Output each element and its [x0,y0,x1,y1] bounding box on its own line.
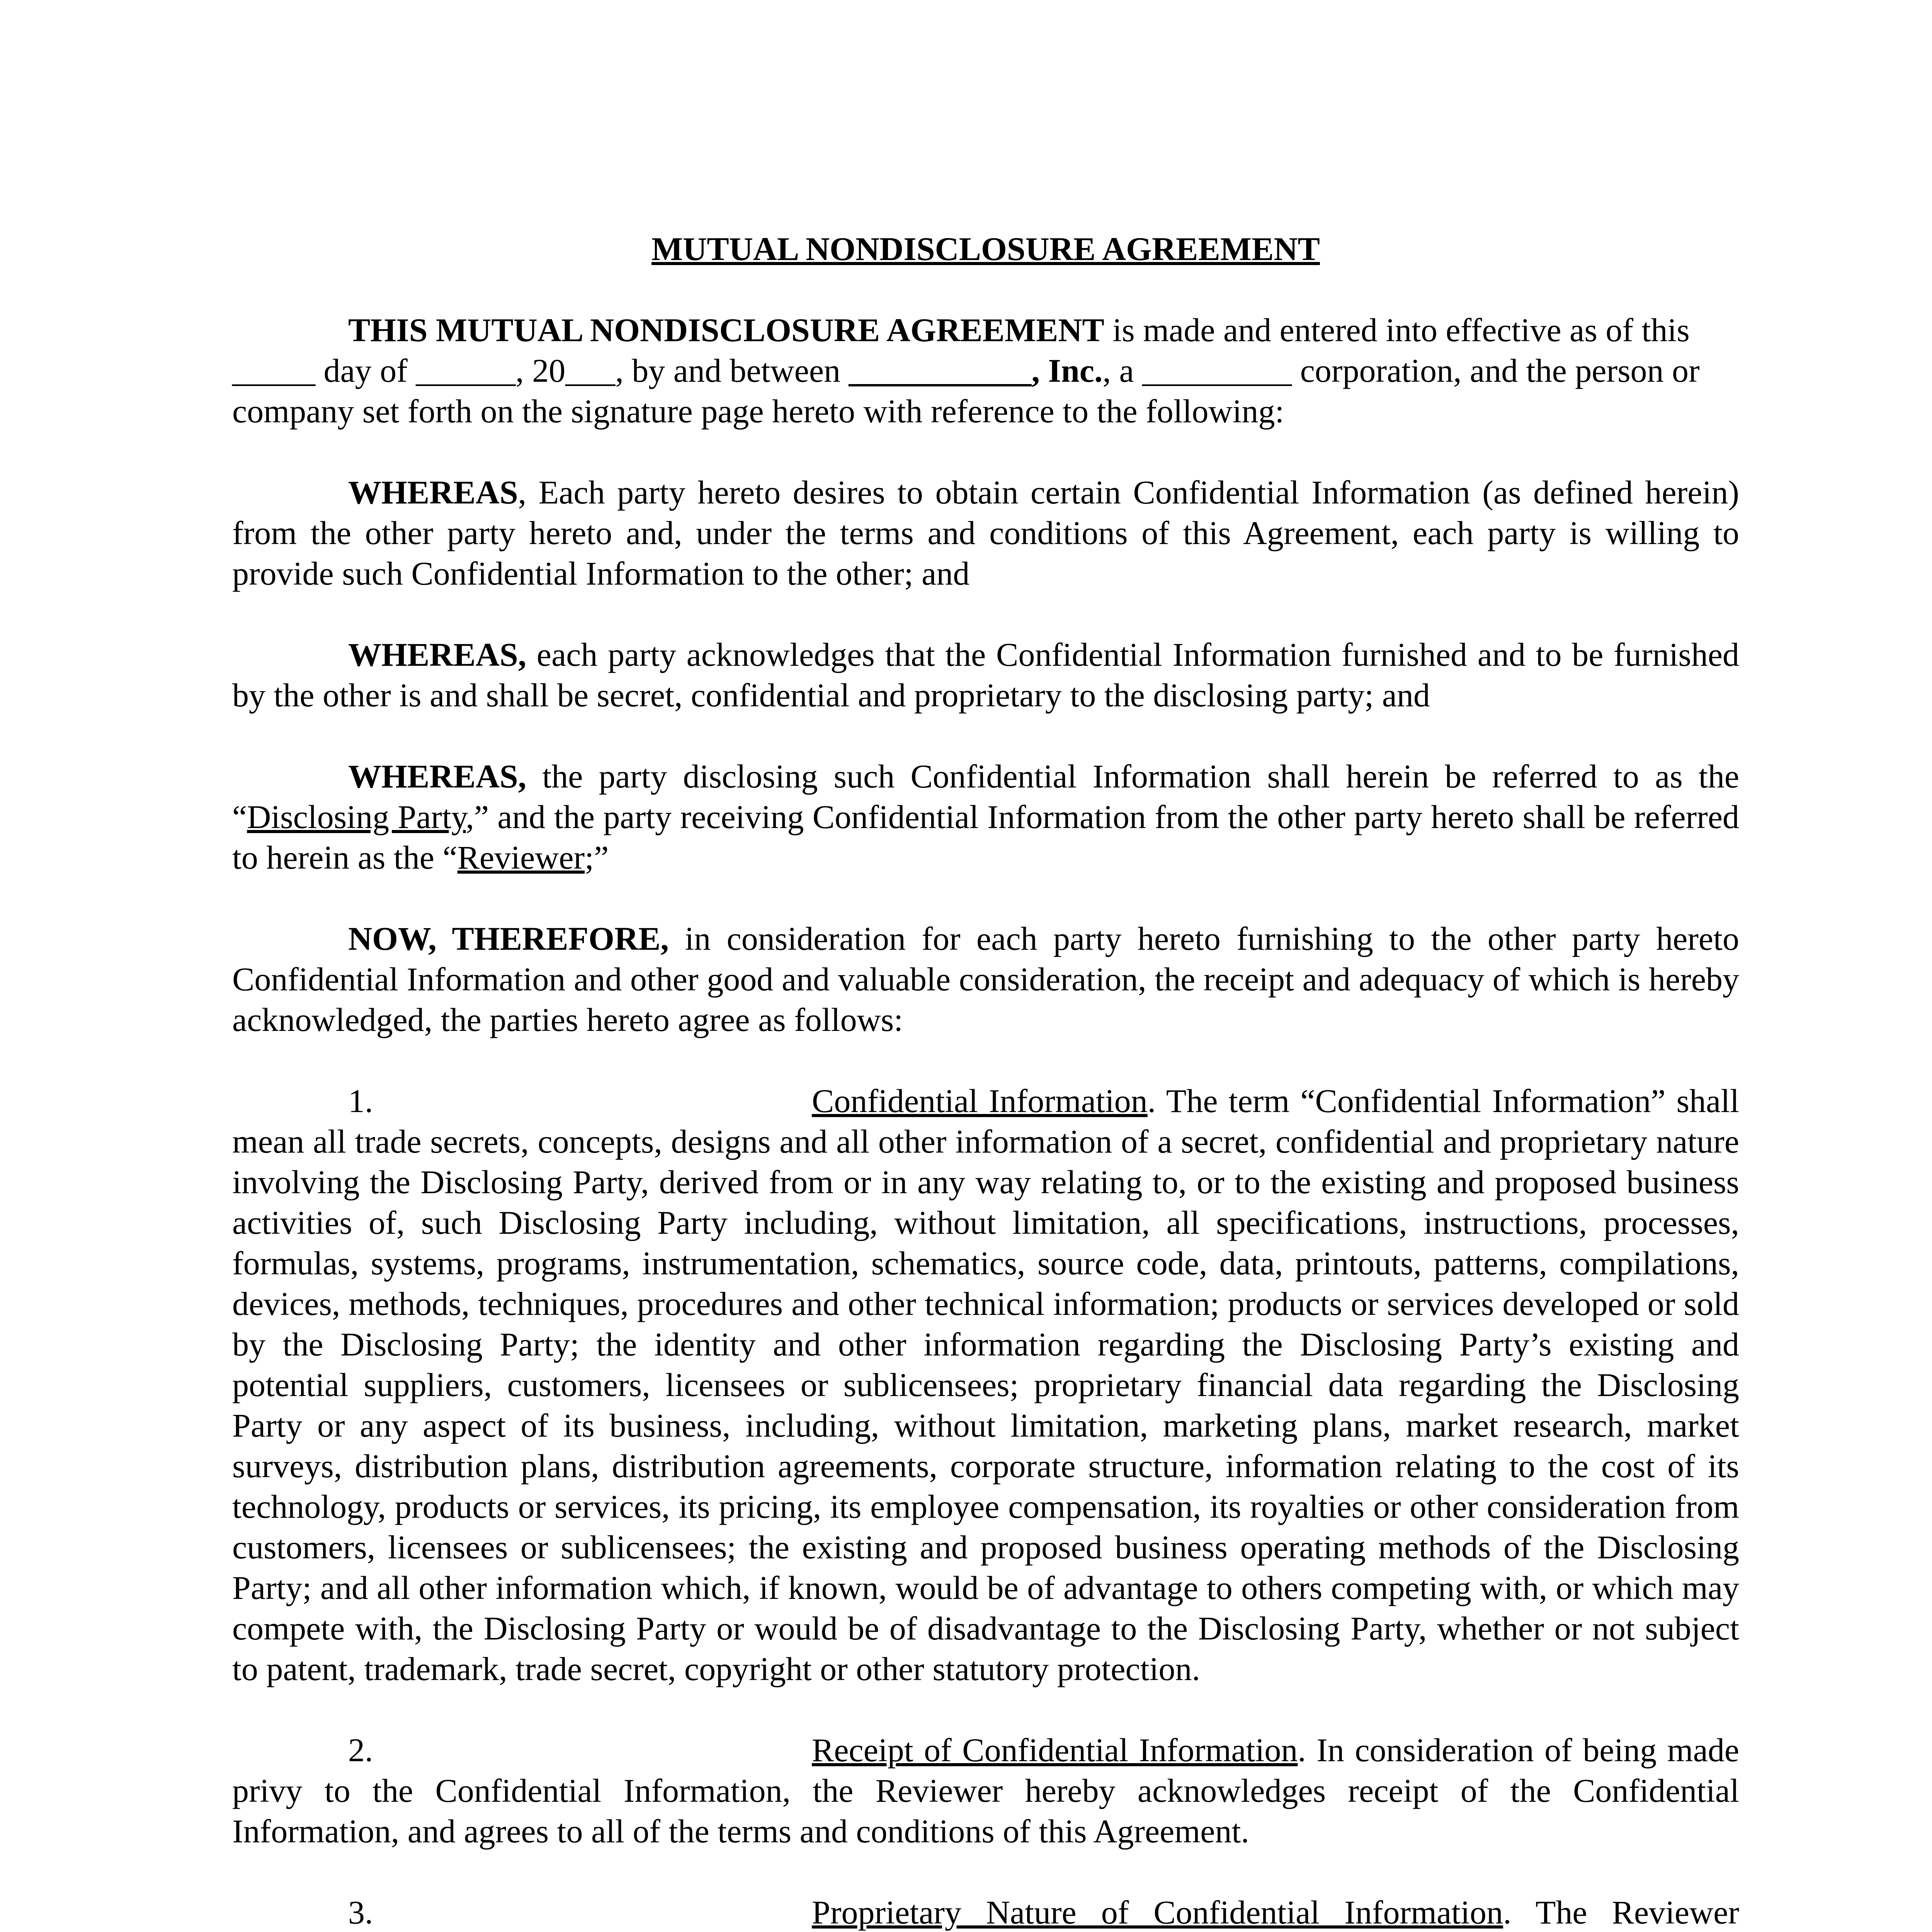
section-text: . The Reviewer [1503,1894,1739,1931]
intro-text-continued: , a _________ corporation, and the person or company set forth on the signature page hereto with reference to the following: [232,352,1700,430]
recital-lead: WHEREAS, [348,758,527,795]
intro-text: is made and entered into effective as of this _____ day of ______, 20___, by and between [232,311,1690,389]
section-3 [232,1892,1739,1932]
defined-term-reviewer: Reviewer [457,839,585,876]
recital-lead: WHEREAS [348,474,518,511]
section-text: . The term “Confidential Information” shall mean all trade secrets, concepts, designs and all other information of a secret, confidential and proprietary nature involving the Disclosing Party, derived from or in any way relating to, or to the existing and proposed business activities of, such Disclosing Party including, without limitation, all specifications, instructions, processes, formulas, systems, programs, instrumentation, schematics, source code, data, printouts, patterns, compilations, devices, methods, techniques, procedures and other technical information; products or services developed or sold by the Disclosing Party; the identity and other information regarding the Disclosing Party’s existing and potential suppliers, customers, licensees or sublicensees; proprietary financial data regarding the Disclosing Party or any aspect of its business, including, without limitation, marketing plans, market research, market surveys, distribution plans, distribution agreements, corporate structure, information relating to the cost of its technology, products or services, its pricing, its employee compensation, its royalties or other consideration from customers, licensees or sublicensees; the existing and proposed business operating methods of the Disclosing Party; and all other information which, if known, would be of advantage to others competing with, or which may compete with, the Disclosing Party or would be of disadvantage to the Disclosing Party, whether or not subject to patent, trademark, trade secret, copyright or other statutory protection. [232,1082,1740,1687]
section-heading: Proprietary Nature of Confidential Information [812,1894,1503,1931]
recital-paragraph [232,756,1739,878]
recital-text: , Each party hereto desires to obtain certain Confidential Information (as defined herein) from the other party hereto and, under the terms and conditions of this Agreement, each party is willing to provide such Confidential Information to the other; and [232,474,1739,592]
recital-text: ,” and the party receiving Confidential Information from the other party hereto shall be referred to herein as the “ [232,798,1739,876]
defined-term-disclosing-party: Disclosing Party [247,798,466,835]
section-text: . In consideration of being made privy to the Confidential Information, the Reviewer hereby acknowledges receipt of the Confidential Information, and agrees to all of the terms and conditions of this Agreement. [232,1731,1739,1850]
intro-paragraph [232,310,1739,432]
recital-paragraph [232,472,1739,594]
recital-paragraph [232,918,1739,1040]
recital-text: ;” [585,839,609,876]
recital-text: each party acknowledges that the Confidential Information furnished and to be furnished by the other is and shall be secret, confidential and proprietary to the disclosing party; and [232,636,1739,714]
section-number: 2. [348,1731,373,1769]
recital-lead: NOW, THEREFORE, [348,920,669,957]
intro-lead: THIS MUTUAL NONDISCLOSURE AGREEMENT [348,311,1104,349]
section-1 [232,1081,1739,1689]
recital-paragraph [232,634,1739,716]
intro-company: ___________, Inc. [849,352,1103,389]
document-body [232,229,1739,1932]
section-number: 3. [348,1894,373,1931]
section-2 [232,1730,1739,1852]
recital-lead: WHEREAS, [348,636,527,673]
recital-text: the party disclosing such Confidential Information shall herein be referred to as the “ [232,758,1739,835]
section-heading: Confidential Information [812,1082,1148,1119]
section-heading: Receipt of Confidential Information [812,1731,1298,1769]
document-title: MUTUAL NONDISCLOSURE AGREEMENT [651,230,1320,267]
recital-text: in consideration for each party hereto furnishing to the other party hereto Confidential Information and other good and valuable consideration, the receipt and adequacy of which is hereby acknowledged, the parties hereto agree as follows: [232,920,1739,1038]
section-number: 1. [348,1082,373,1119]
